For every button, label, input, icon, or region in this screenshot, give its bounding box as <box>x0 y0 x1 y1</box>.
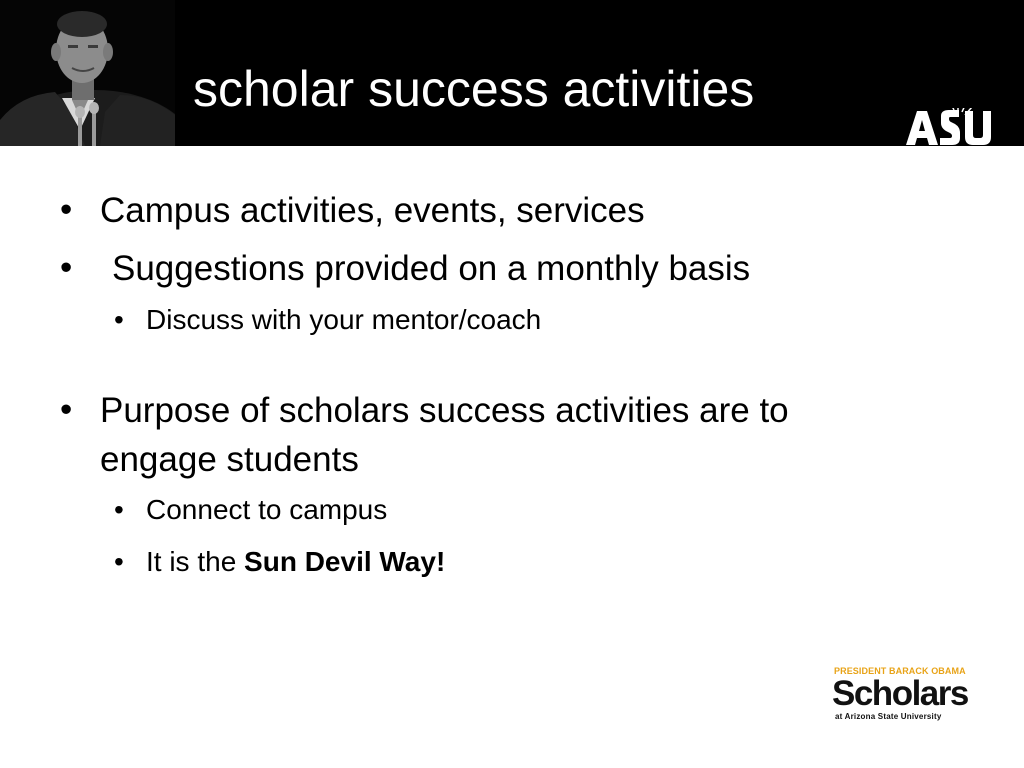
bullet-text-emphasis: Sun Devil Way! <box>244 546 446 577</box>
obama-scholars-logo <box>832 664 978 724</box>
scholars-logo-top-line: PRESIDENT BARACK OBAMA <box>834 666 966 676</box>
title-bar <box>0 0 1024 146</box>
speaker-photo <box>0 0 175 146</box>
asu-sunburst-logo-icon <box>905 108 995 146</box>
bullet-text: Discuss with your mentor/coach <box>146 304 542 335</box>
bullet-text-line-2: engage students <box>100 440 359 479</box>
bullet-marker: • <box>60 248 73 287</box>
bullet-marker: • <box>60 190 73 229</box>
bullet-marker: • <box>114 546 124 577</box>
bullet-text <box>146 548 445 576</box>
scholars-logo-wordmark: Scholars <box>832 674 968 713</box>
bullet-text: Campus activities, events, services <box>100 191 645 230</box>
bullet-marker: • <box>60 390 73 429</box>
bullet-marker: • <box>114 494 124 525</box>
bullet-text-prefix: It is the <box>146 546 245 577</box>
slide-title: scholar success activities <box>193 61 755 117</box>
bullet-marker: • <box>114 304 124 335</box>
bullet-text: Suggestions provided on a monthly basis <box>112 249 751 288</box>
scholars-logo-bottom-line: at Arizona State University <box>835 712 942 721</box>
bullet-text: Connect to campus <box>146 494 388 525</box>
bullet-text-line-1: Purpose of scholars success activities are to <box>100 391 789 430</box>
